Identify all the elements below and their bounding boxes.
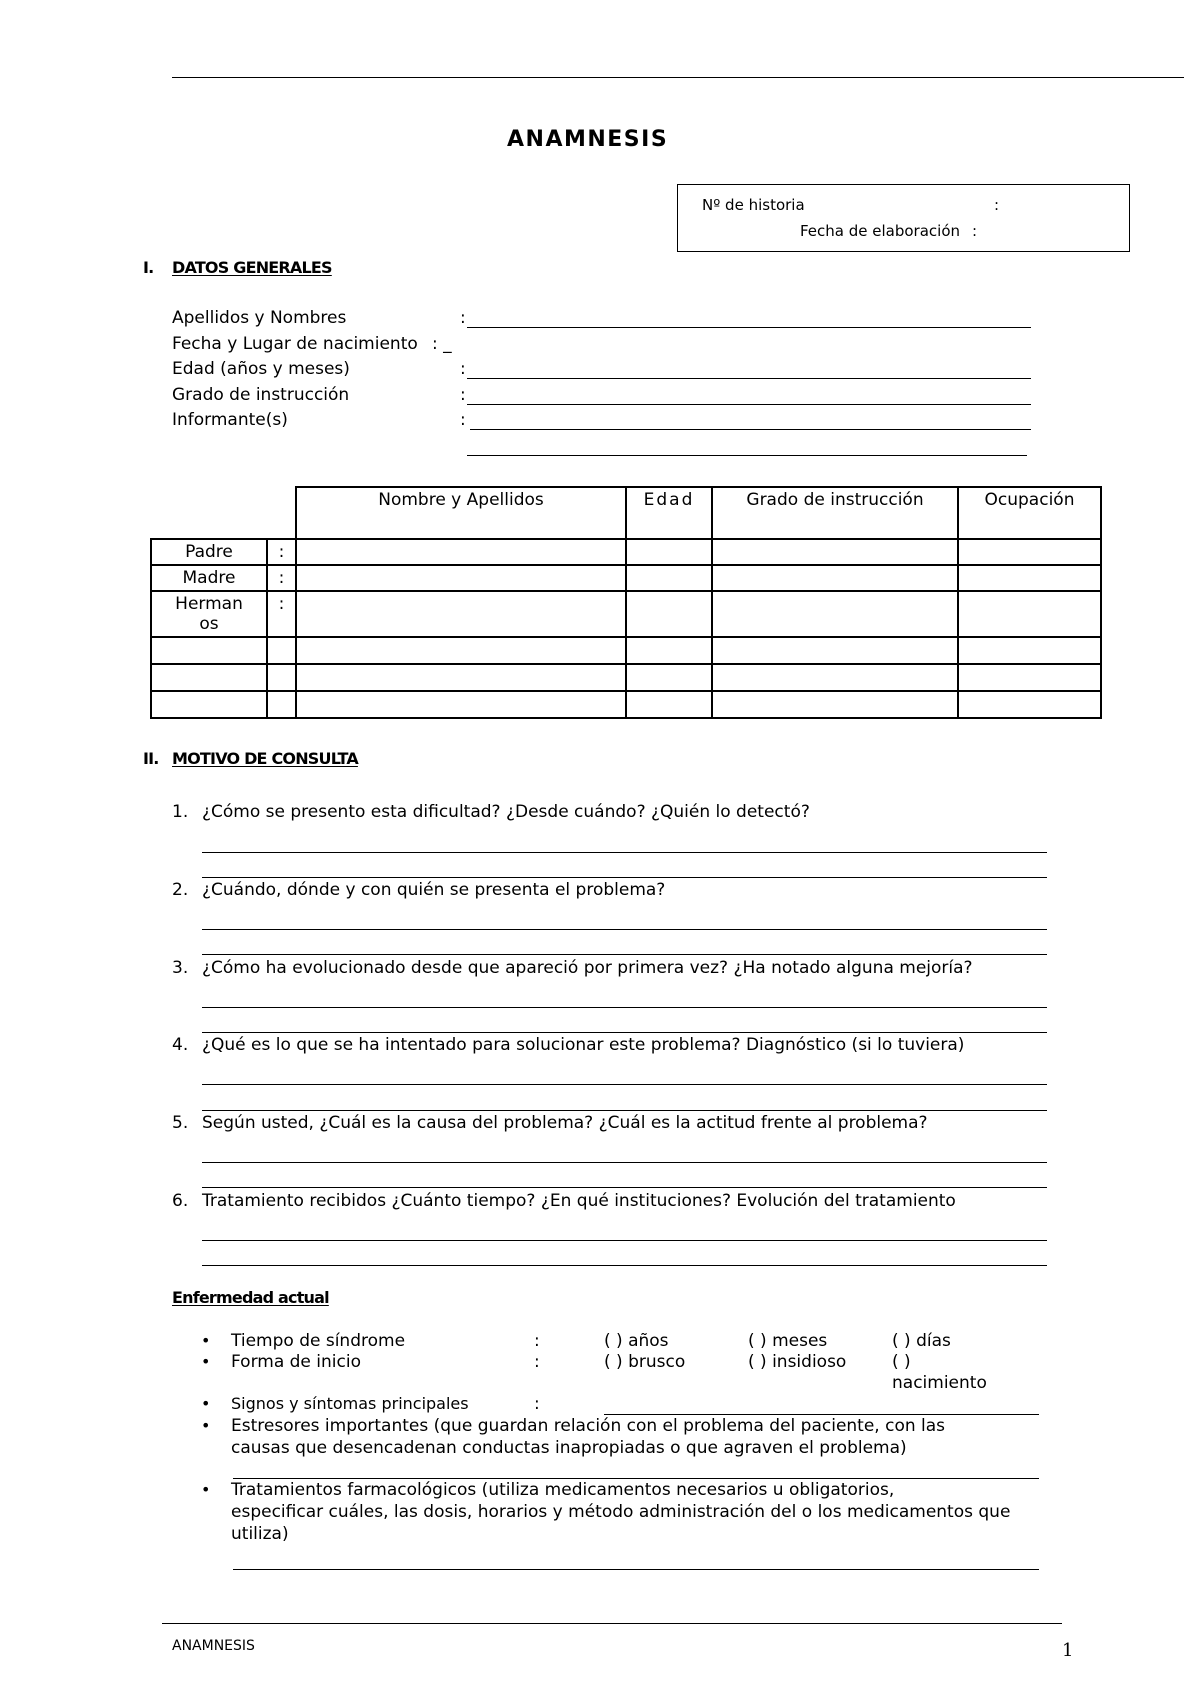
question-6-number: 6. [172,1191,189,1211]
forma-colon: : [534,1352,540,1372]
forma-label: Forma de inicio [231,1352,361,1372]
tratamientos-line-2: especificar cuáles, las dosis, horarios y método administración del o los medicamentos que [231,1502,1011,1522]
answer-line [202,1084,1047,1085]
cell [712,591,958,637]
section-1-title: DATOS GENERALES [172,258,332,277]
cell [296,591,626,637]
fecha-colon: : [972,222,978,240]
question-1-number: 1. [172,802,189,822]
cell [712,664,958,691]
field-label-edad: Edad (años y meses) [172,359,350,379]
field-colon-nombres: : [460,308,466,328]
tiempo-option-meses: ( ) meses [748,1331,828,1351]
question-3-text: ¿Cómo ha evolucionado desde que apareció por primera vez? ¿Ha notado alguna mejoría? [202,958,973,978]
section-2-title: MOTIVO DE CONSULTA [172,749,358,768]
cell [626,539,712,565]
field-line-informante [470,429,1031,430]
footer-rule [162,1623,1062,1624]
tratamientos-line [233,1569,1039,1570]
field-colon-informante: : [460,410,466,430]
answer-line [202,852,1047,853]
cell [296,539,626,565]
field-label-nombres: Apellidos y Nombres [172,308,347,328]
cell [267,637,296,664]
cell [712,691,958,718]
cell [296,637,626,664]
cell [296,691,626,718]
cell [151,637,267,664]
row-label-hermanos: Hermanos [151,591,267,637]
answer-line [202,1110,1047,1111]
header-edad: Edad [626,487,712,539]
section-2-number: II. [143,749,159,768]
cell [958,539,1101,565]
field-colon-nacimiento: : _ [432,334,452,354]
estresores-line-2: causas que desencadenan conductas inapropiadas o que agraven el problema) [231,1438,907,1458]
field-line-edad [467,378,1031,379]
enfermedad-title: Enfermedad actual [172,1288,329,1307]
cell [712,637,958,664]
bullet: • [201,1480,211,1499]
question-2-number: 2. [172,880,189,900]
tiempo-option-dias: ( ) días [892,1331,951,1351]
bullet: • [201,1331,211,1350]
question-5-text: Según usted, ¿Cuál es la causa del problema? ¿Cuál es la actitud frente al problema? [202,1113,928,1133]
estresores-line-1: Estresores importantes (que guardan relación con el problema del paciente, con las [231,1416,946,1436]
question-3-number: 3. [172,958,189,978]
page-title: ANAMNESIS [507,127,669,152]
field-line-nombres [467,327,1031,328]
row-label-madre: Madre [151,565,267,591]
answer-line [202,1187,1047,1188]
tratamientos-line-1: Tratamientos farmacológicos (utiliza medicamentos necesarios u obligatorios, [231,1480,895,1500]
fecha-label: Fecha de elaboración [800,222,961,240]
cell [267,691,296,718]
history-box [677,184,1130,252]
row-colon: : [267,591,296,637]
tiempo-option-anos: ( ) años [604,1331,669,1351]
row-label-padre: Padre [151,539,267,565]
question-5-number: 5. [172,1113,189,1133]
bullet: • [201,1352,211,1371]
signos-colon: : [534,1394,540,1414]
question-1-text: ¿Cómo se presento esta dificultad? ¿Desde cuándo? ¿Quién lo detectó? [202,802,810,822]
answer-line [202,1032,1047,1033]
question-4-number: 4. [172,1035,189,1055]
field-label-instruccion: Grado de instrucción [172,385,350,405]
estresores-line [233,1478,1039,1479]
signos-label: Signos y síntomas principales [231,1394,469,1413]
header-ocupacion: Ocupación [958,487,1101,539]
historia-colon: : [994,196,1000,214]
cell [712,539,958,565]
question-6-text: Tratamiento recibidos ¿Cuánto tiempo? ¿En qué instituciones? Evolución del tratamiento [202,1191,956,1211]
signos-line [604,1414,1039,1415]
cell [626,565,712,591]
cell [267,664,296,691]
answer-line [202,1240,1047,1241]
field-colon-edad: : [460,359,466,379]
cell [296,565,626,591]
cell [626,664,712,691]
family-table [150,486,1102,719]
field-line-informante-2 [467,455,1027,456]
page-number: 1 [1062,1640,1074,1661]
question-2-text: ¿Cuándo, dónde y con quién se presenta el problema? [202,880,666,900]
cell [626,691,712,718]
forma-option-nacimiento-paren: ( ) [892,1352,911,1372]
field-label-informante: Informante(s) [172,410,288,430]
answer-line [202,1265,1047,1266]
cell [958,637,1101,664]
cell [626,591,712,637]
bullet: • [201,1416,211,1435]
field-label-nacimiento: Fecha y Lugar de nacimiento [172,334,418,354]
section-1-number: I. [143,258,154,277]
answer-line [202,1162,1047,1163]
tiempo-colon: : [534,1331,540,1351]
header-nombre: Nombre y Apellidos [296,487,626,539]
answer-line [202,954,1047,955]
tratamientos-line-3: utiliza) [231,1524,289,1544]
cell [626,637,712,664]
cell [958,664,1101,691]
cell [958,691,1101,718]
header-grado: Grado de instrucción [712,487,958,539]
tiempo-label: Tiempo de síndrome [231,1331,406,1351]
cell [296,664,626,691]
bullet: • [201,1394,211,1413]
forma-option-brusco: ( ) brusco [604,1352,686,1372]
cell [958,591,1101,637]
row-colon: : [267,539,296,565]
field-line-instruccion [467,404,1031,405]
forma-option-insidioso: ( ) insidioso [748,1352,847,1372]
row-colon: : [267,565,296,591]
answer-line [202,929,1047,930]
footer-label: ANAMNESIS [172,1638,255,1654]
forma-option-nacimiento: nacimiento [892,1373,987,1393]
answer-line [202,877,1047,878]
cell [712,565,958,591]
answer-line [202,1007,1047,1008]
cell [151,664,267,691]
cell [958,565,1101,591]
header-rule [172,77,1184,78]
historia-label: Nº de historia [702,196,805,214]
cell [151,691,267,718]
field-colon-instruccion: : [460,385,466,405]
question-4-text: ¿Qué es lo que se ha intentado para solucionar este problema? Diagnóstico (si lo tuviera) [202,1035,965,1055]
